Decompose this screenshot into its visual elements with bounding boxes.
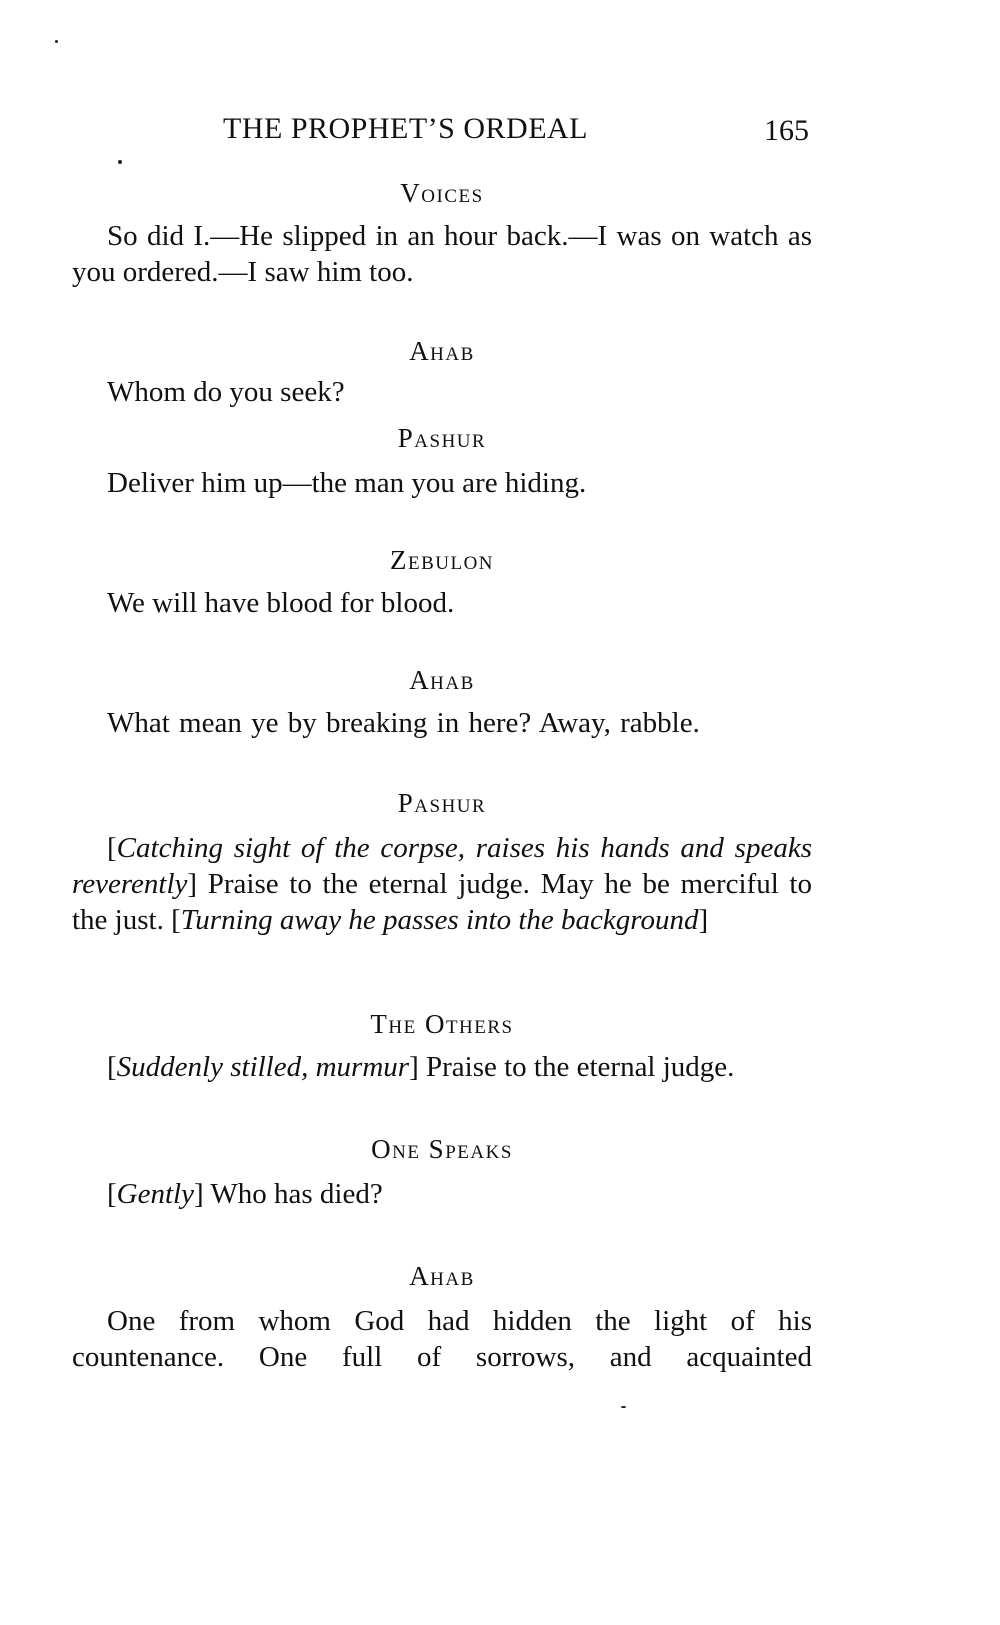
spoken-line: Praise to the eternal judge. [426,1051,735,1083]
dialogue-block [72,174,812,290]
speaker-name: Ahab [409,336,475,366]
speech-text: So did I.—He slipped in an hour back.—I was on watch as you ordered.—I saw him too. [72,220,812,288]
dialogue-block [72,784,812,938]
spoken-line: Who has died? [210,1178,383,1210]
speaker-name: Pashur [397,788,487,818]
page-number: 165 [764,114,809,147]
speaker-name: Ahab [409,665,475,695]
dialogue-block [72,419,812,501]
speaker-name: The Others [370,1009,514,1039]
dialogue-block [72,1130,812,1212]
print-speck [55,40,58,43]
dialogue-block [72,1005,812,1085]
speech-text: One from whom God had hidden the light of his countenance. One full of sorrows, and acquainted [72,1305,812,1373]
speaker-name: Voices [400,178,484,208]
speech-text: We will have blood for blood. [107,587,455,619]
dialogue-block [72,541,812,621]
print-speck [621,1406,626,1408]
dialogue-block [72,661,812,741]
speech-text: What mean ye by breaking in here? Away, rabble. [107,707,700,739]
page-header [0,112,1000,156]
speech-text: [Gently] Who has died? [107,1178,383,1210]
stage-direction: Turning away he passes into the background [180,904,699,936]
running-title: THE PROPHET’S ORDEAL [223,112,589,145]
dialogue-block [72,332,812,410]
stage-direction: Suddenly stilled, murmur [116,1051,410,1083]
speaker-name: Pashur [397,423,487,453]
spoken-line: Praise to the eternal judge. May he be merciful to the just. [72,868,812,936]
speaker-name: Ahab [409,1261,475,1291]
speaker-name: Zebulon [389,545,495,575]
speech-text: Whom do you seek? [107,376,345,408]
dialogue-block [72,1257,812,1375]
speaker-name: One Speaks [371,1134,513,1164]
speech-text: [Suddenly stilled, murmur] Praise to the eternal judge. [107,1051,735,1083]
stage-direction: Gently [116,1178,194,1210]
stage-direction: Catching sight of the corpse, raises his hands and speaks reverently [72,832,812,900]
speech-text: [Catching sight of the corpse, raises his hands and speaks reverently] Praise to the eternal judge. May he be merciful to the just. [Turning away he passes into the background] [72,832,812,936]
print-speck [118,160,122,164]
speech-text: Deliver him up—the man you are hiding. [107,467,587,499]
